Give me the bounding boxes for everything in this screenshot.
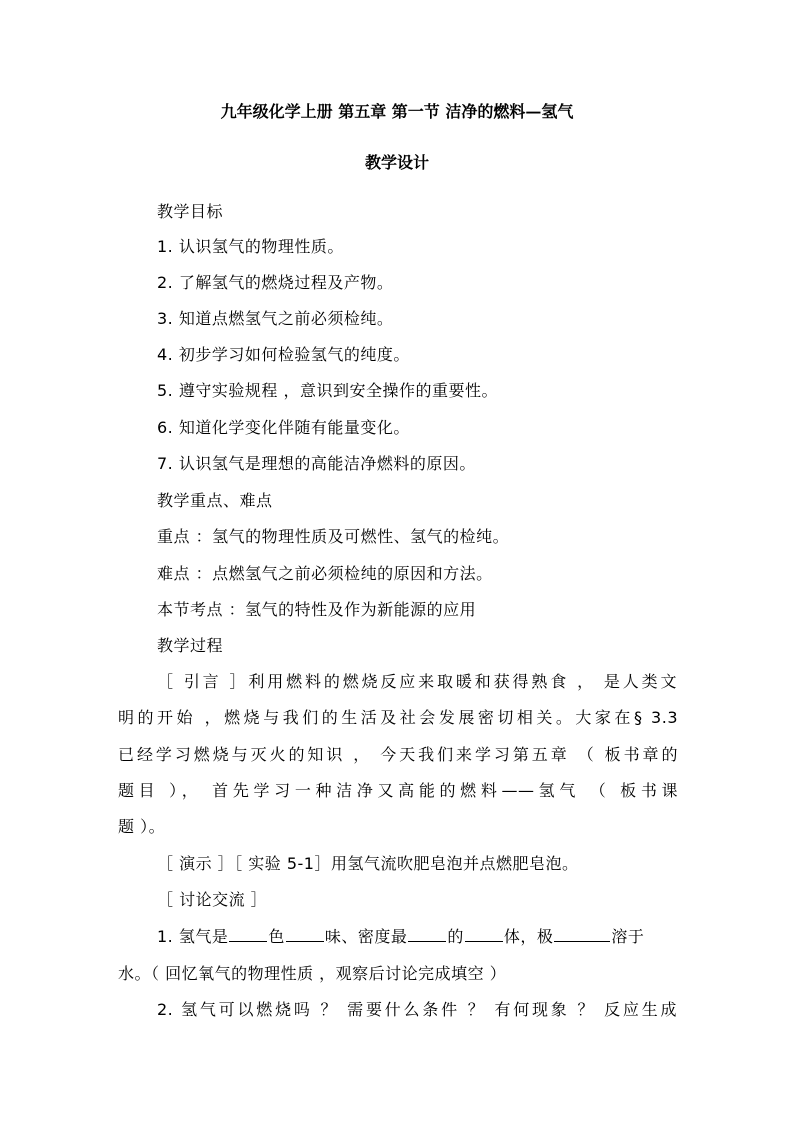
demo-line: ［ 演示 ］［ 实验 5-1］用氢气流吹肥皂泡并点燃肥皂泡。 [157,854,579,873]
exam-point: 本节考点 ：氢气的特性及作为新能源的应用 [157,600,477,619]
fill-blank[interactable] [465,925,503,942]
fill-blank[interactable] [229,925,267,942]
question-1-continued: 水。（ 回忆氧气的物理性质 ，观察后讨论完成填空 ） [118,964,507,983]
difficult-point: 难点 ：点燃氢气之前必须检纯的原因和方法。 [157,564,493,583]
question-1 [157,924,717,947]
discussion-heading: ［ 讨论交流 ］ [157,890,268,909]
process-heading: 教学过程 [157,636,224,655]
objective-item: 2. 了解氢气的燃烧过程及产物。 [157,273,394,292]
objective-item: 3. 知道点燃氢气之前必须检纯。 [157,309,394,328]
question-1-text: 色 [268,927,285,946]
intro-line: 题目 ）， 首先学习一种洁净又高能的燃料——氢气 （ 板书课 [118,781,678,800]
question-2: 2. 氢气可以燃烧吗 ？ 需要什么条件 ？ 有何现象 ？ 反应生成 [157,1000,677,1019]
fill-blank[interactable] [408,925,446,942]
document-subtitle: 教学设计 [364,153,429,172]
document-title: 九年级化学上册 第五章 第一节 洁净的燃料—氢气 [220,102,574,121]
fill-blank[interactable] [554,925,610,942]
objective-item: 4. 初步学习如何检验氢气的纯度。 [157,345,410,364]
intro-line: 已经学习燃烧与灭火的知识 ， 今天我们来学习第五章 （ 板书章的 [118,745,678,764]
objective-item: 1. 认识氢气的物理性质。 [157,237,344,256]
intro-line: ［ 引言 ］利用燃料的燃烧反应来取暖和获得熟食 ， 是人类文 [157,672,677,691]
objective-item: 5. 遵守实验规程 ，意识到安全操作的重要性。 [157,381,498,400]
question-1-text: 体，极 [503,927,554,946]
objective-item: 7. 认识氢气是理想的高能洁净燃料的原因。 [157,454,476,473]
question-1-text: 的 [447,927,464,946]
key-point: 重点 ：氢气的物理性质及可燃性、氢气的检纯。 [157,527,510,546]
keypoints-heading: 教学重点、难点 [157,491,273,510]
intro-line: 题 ）。 [118,817,166,836]
objectives-heading: 教学目标 [157,202,224,221]
question-1-text: 溶于 [611,927,645,946]
fill-blank[interactable] [286,925,324,942]
intro-line: 明的开始 ，燃烧与我们的生活及社会发展密切相关。大家在§ 3.3 [118,708,678,727]
question-1-text: 味、密度最 [324,927,408,946]
question-1-text: 1. 氢气是 [157,927,229,946]
objective-item: 6. 知道化学变化伴随有能量变化。 [157,418,410,437]
